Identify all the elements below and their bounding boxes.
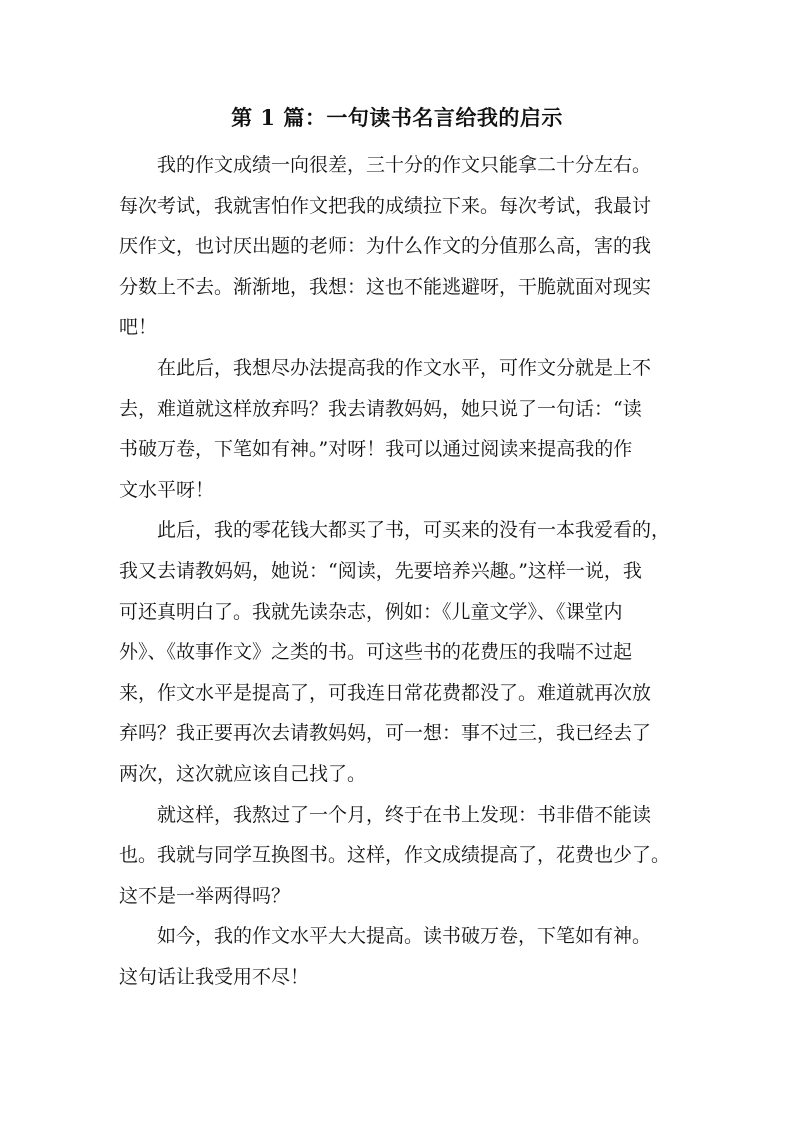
paragraph-1-continued xyxy=(119,186,691,348)
paragraph-5 xyxy=(119,916,691,957)
paragraph-line: 我又去请教妈妈，她说：“阅读，先要培养兴趣。”这样一说，我 xyxy=(119,559,642,582)
paragraph-line: 就这样，我熬过了一个月，终于在书上发现：书非借不能读 xyxy=(157,803,652,826)
paragraph-line: 厌作文，也讨厌出题的老师：为什么作文的分值那么高，害的我 xyxy=(119,235,652,258)
paragraph-line: 这不是一举两得吗？ xyxy=(119,884,291,907)
document-body xyxy=(119,145,691,997)
paragraph-line: 来，作文水平是提高了，可我连日常花费都没了。难道就再次放 xyxy=(119,681,652,704)
paragraph-line: 可还真明白了。我就先读杂志，例如：《儿童文学》、《课堂内 xyxy=(119,600,623,623)
paragraph-4-continued xyxy=(119,835,691,916)
paragraph-line: 去，难道就这样放弃吗？我去请教妈妈，她只说了一句话：“读 xyxy=(119,397,642,420)
paragraph-line: 弃吗？我正要再次去请教妈妈，可一想：事不过三，我已经去了 xyxy=(119,722,652,745)
paragraph-1 xyxy=(119,145,691,186)
paragraph-line: 在此后，我想尽办法提高我的作文水平，可作文分就是上不 xyxy=(157,356,652,379)
paragraph-line: 分数上不去。渐渐地，我想：这也不能逃避呀，干脆就面对现实 xyxy=(119,275,652,298)
paragraph-line: 这句话让我受用不尽！ xyxy=(119,965,310,988)
paragraph-5-continued xyxy=(119,957,691,998)
paragraph-line: 我的作文成绩一向很差，三十分的作文只能拿二十分左右。 xyxy=(157,154,652,176)
paragraph-line: 书破万卷，下笔如有神。”对呀！我可以通过阅读来提高我的作 xyxy=(119,438,633,461)
paragraph-2-continued xyxy=(119,389,691,511)
paragraph-4 xyxy=(119,795,691,836)
document-title: 第 1 篇：一句读书名言给我的启示 xyxy=(231,105,563,130)
paragraph-line: 两次，这次就应该自己找了。 xyxy=(119,762,367,785)
paragraph-line: 文水平呀！ xyxy=(119,478,215,501)
paragraph-3 xyxy=(119,510,691,551)
paragraph-line: 如今，我的作文水平大大提高。读书破万卷，下笔如有神。 xyxy=(157,925,652,948)
paragraph-line: 每次考试，我就害怕作文把我的成绩拉下来。每次考试，我最讨 xyxy=(119,194,652,217)
paragraph-line: 外》、《故事作文》之类的书。可这些书的花费压的我喘不过起 xyxy=(119,641,633,664)
paragraph-line: 吧！ xyxy=(119,316,158,339)
paragraph-line: 也。我就与同学互换图书。这样，作文成绩提高了，花费也少了。 xyxy=(119,844,671,867)
paragraph-2 xyxy=(119,348,691,389)
paragraph-3-continued xyxy=(119,551,691,795)
paragraph-line: 此后，我的零花钱大都买了书，可买来的没有一本我爱看的， xyxy=(157,519,671,542)
